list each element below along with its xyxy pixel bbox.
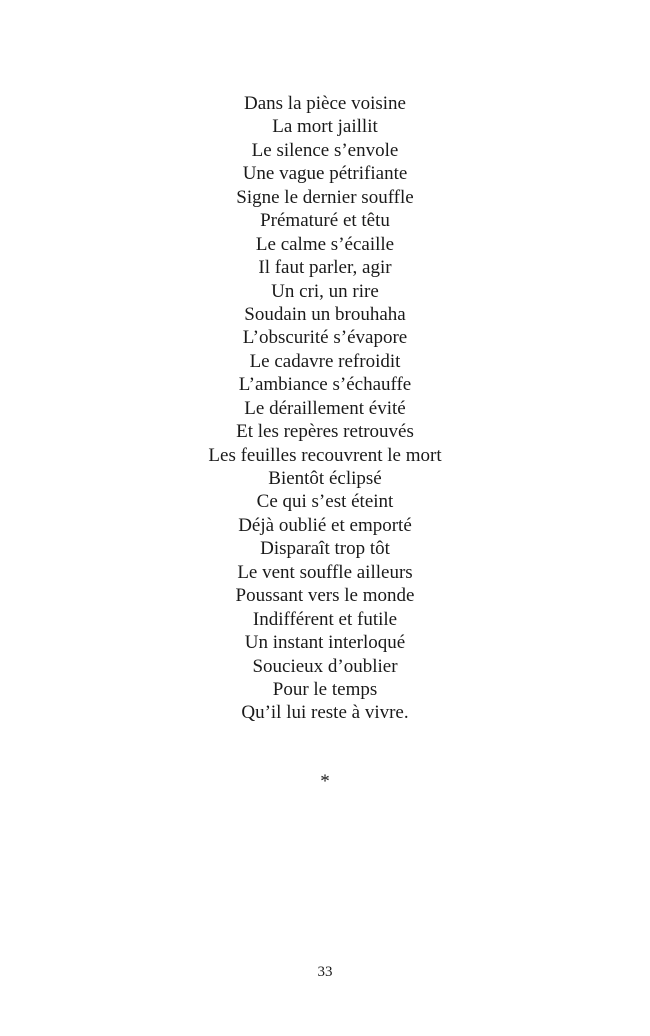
poem-line: Le cadavre refroidit [249, 350, 401, 372]
poem-line: Pour le temps [272, 678, 378, 700]
poem-line: Les feuilles recouvrent le mort [208, 444, 442, 466]
poem-line: Soucieux d’oublier [252, 655, 398, 677]
poem-line: Prématuré et têtu [260, 210, 390, 232]
poem-line: Le déraillement évité [244, 397, 406, 419]
poem-line: La mort jaillit [272, 116, 378, 138]
poem-line: Un cri, un rire [271, 280, 379, 302]
poem-line: Ce qui s’est éteint [256, 491, 394, 513]
poem-line: Le calme s’écaille [255, 233, 395, 255]
poem-line: L’obscurité s’évapore [242, 327, 408, 349]
poem-line: Et les repères retrouvés [236, 421, 414, 443]
poem-line: Signe le dernier souffle [236, 186, 414, 208]
page-number: 33 [317, 964, 333, 980]
poem-line: Le silence s’envole [251, 139, 399, 161]
poem-line: Une vague pétrifiante [242, 163, 408, 185]
poem-line: Un instant interloqué [244, 632, 406, 654]
poem-line: L’ambiance s’échauffe [238, 374, 412, 396]
poem-line: Bientôt éclipsé [268, 468, 382, 489]
poem-line: Disparaît trop tôt [260, 538, 390, 560]
poem [0, 92, 650, 725]
poem-line: Indifférent et futile [252, 608, 398, 630]
poem-line: Dans la pièce voisine [244, 93, 406, 114]
section-separator: * [320, 771, 330, 792]
poem-line: Soudain un brouhaha [244, 303, 406, 325]
poem-line: Le vent souffle ailleurs [237, 561, 413, 583]
poem-line: Il faut parler, agir [258, 257, 392, 279]
poem-line: Qu’il lui reste à vivre. [241, 702, 409, 724]
poem-line: Déjà oublié et emporté [238, 514, 412, 536]
poem-line: Poussant vers le monde [235, 585, 415, 607]
